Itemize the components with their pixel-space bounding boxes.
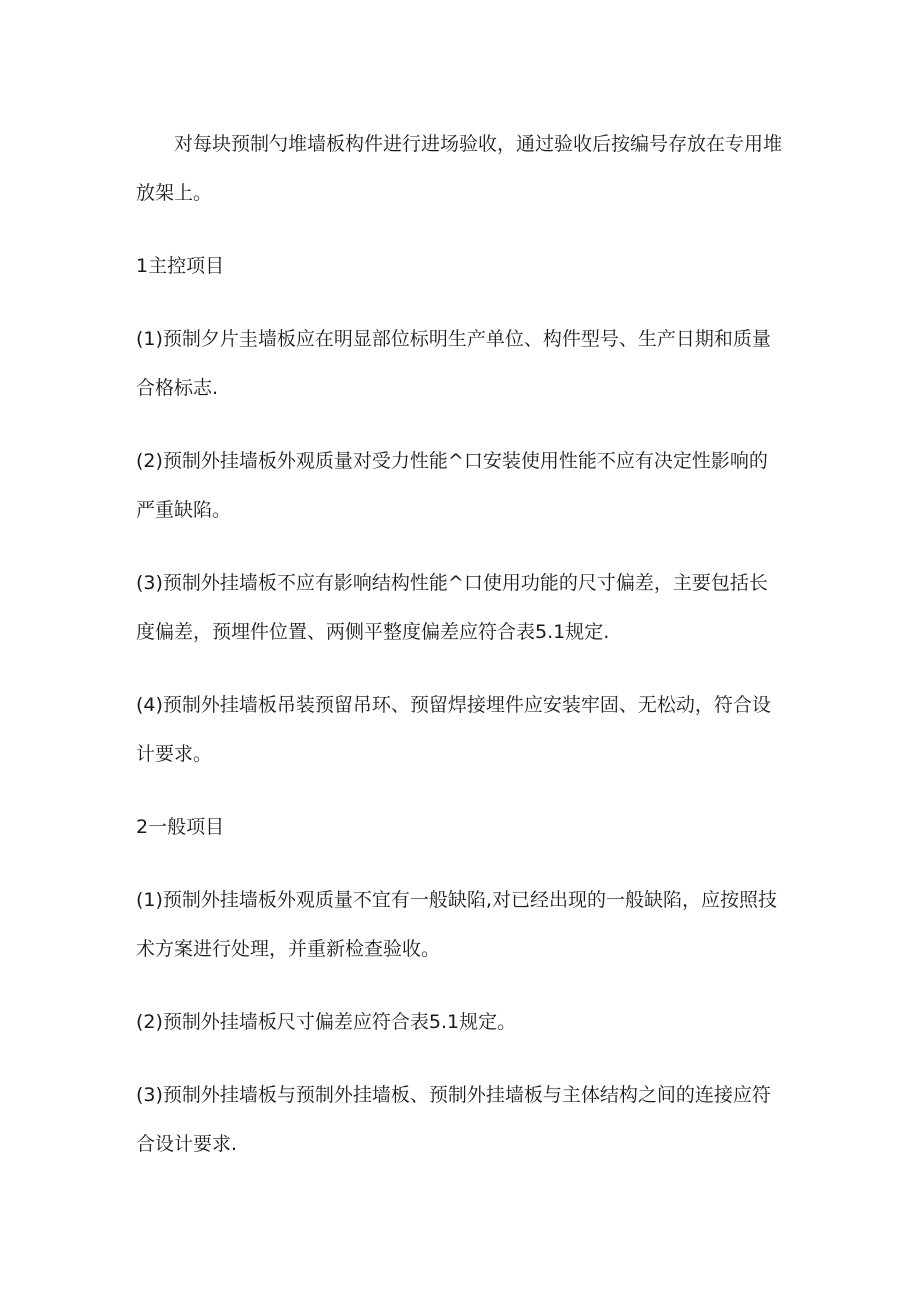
section-heading-main-control: 1主控项目 xyxy=(136,255,225,277)
main-control-item-4: (4)预制外挂墙板吊装预留吊环、预留焊接埋件应安装牢固、无松动，符合设计要求。 xyxy=(136,694,771,765)
general-item-3: (3)预制外挂墙板与预制外挂墙板、预制外挂墙板与主体结构之间的连接应符合设计要求. xyxy=(136,1084,771,1155)
general-item-2: (2)预制外挂墙板尺寸偏差应符合表5.1规定。 xyxy=(136,1011,517,1033)
intro-paragraph: 对每块预制勺堆墙板构件进行进场验收，通过验收后按编号存放在专用堆放架上。 xyxy=(136,133,783,204)
main-control-item-1: (1)预制夕片圭墙板应在明显部位标明生产单位、构件型号、生产日期和质量合格标志. xyxy=(136,328,771,399)
general-item-1: (1)预制外挂墙板外观质量不宜有一般缺陷,对已经出现的一般缺陷，应按照技术方案进行处理，并重新检查验收。 xyxy=(136,889,777,960)
main-control-item-3: (3)预制外挂墙板不应有影响结构性能^口使用功能的尺寸偏差，主要包括长度偏差，预埋件位置、两侧平整度偏差应符合表5.1规定. xyxy=(136,572,768,643)
section-heading-general: 2一般项目 xyxy=(136,816,225,838)
document-body xyxy=(136,120,786,1193)
main-control-item-2: (2)预制外挂墙板外观质量对受力性能^口安装使用性能不应有决定性影响的严重缺陷。 xyxy=(136,450,768,521)
